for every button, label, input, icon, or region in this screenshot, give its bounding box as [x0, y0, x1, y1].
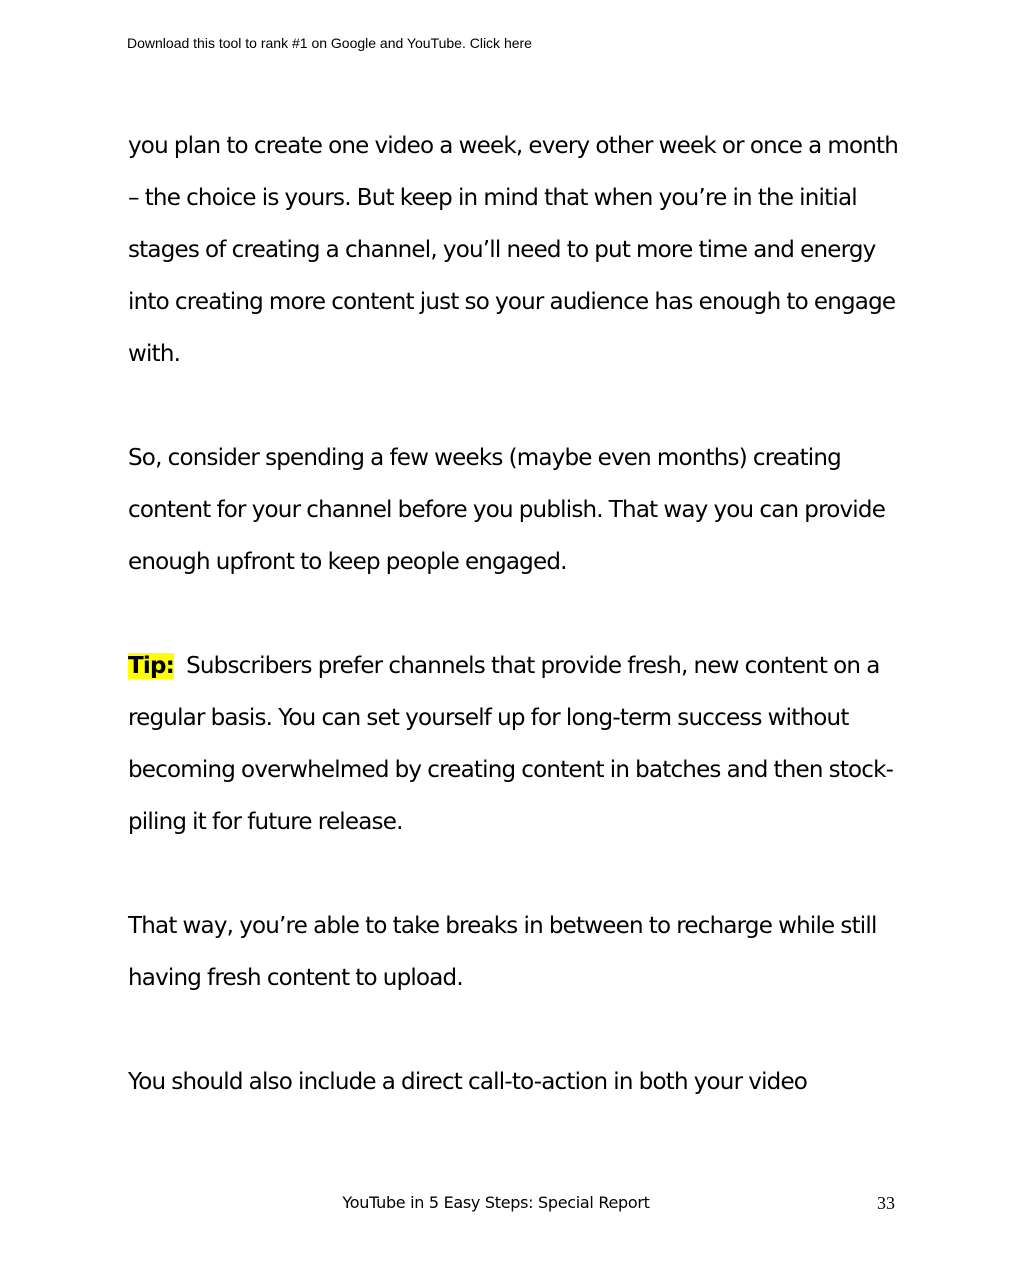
paragraph-tip: [128, 640, 908, 848]
paragraph-5: You should also include a direct call-to-action in both your video: [128, 1069, 808, 1095]
paragraph-2: So, consider spending a few weeks (maybe even months) creating content for your channel before you publish. That way you can provide enough upfront to keep people engaged.: [128, 445, 886, 575]
page-number: 33: [877, 1193, 895, 1213]
paragraph-1: you plan to create one video a week, every other week or once a month – the choice is yours. But keep in mind that when you’re in the initial stages of creating a channel, you’ll need to put more time and energy into creating more content just so your audience has enough to engage with.: [128, 133, 899, 367]
footer-title: YouTube in 5 Easy Steps: Special Report: [342, 1193, 650, 1212]
tip-text: Subscribers prefer channels that provide fresh, new content on a regular basis. You can set yourself up for long-term success without becoming overwhelmed by creating content in batches and then stock-piling it for future release.: [128, 653, 894, 835]
tip-label: Tip:: [128, 653, 175, 679]
document-body: [128, 120, 908, 1108]
paragraph-4: That way, you’re able to take breaks in between to recharge while still having fresh content to upload.: [128, 913, 877, 991]
download-tool-link[interactable]: Download this tool to rank #1 on Google and YouTube. Click here: [127, 35, 532, 51]
